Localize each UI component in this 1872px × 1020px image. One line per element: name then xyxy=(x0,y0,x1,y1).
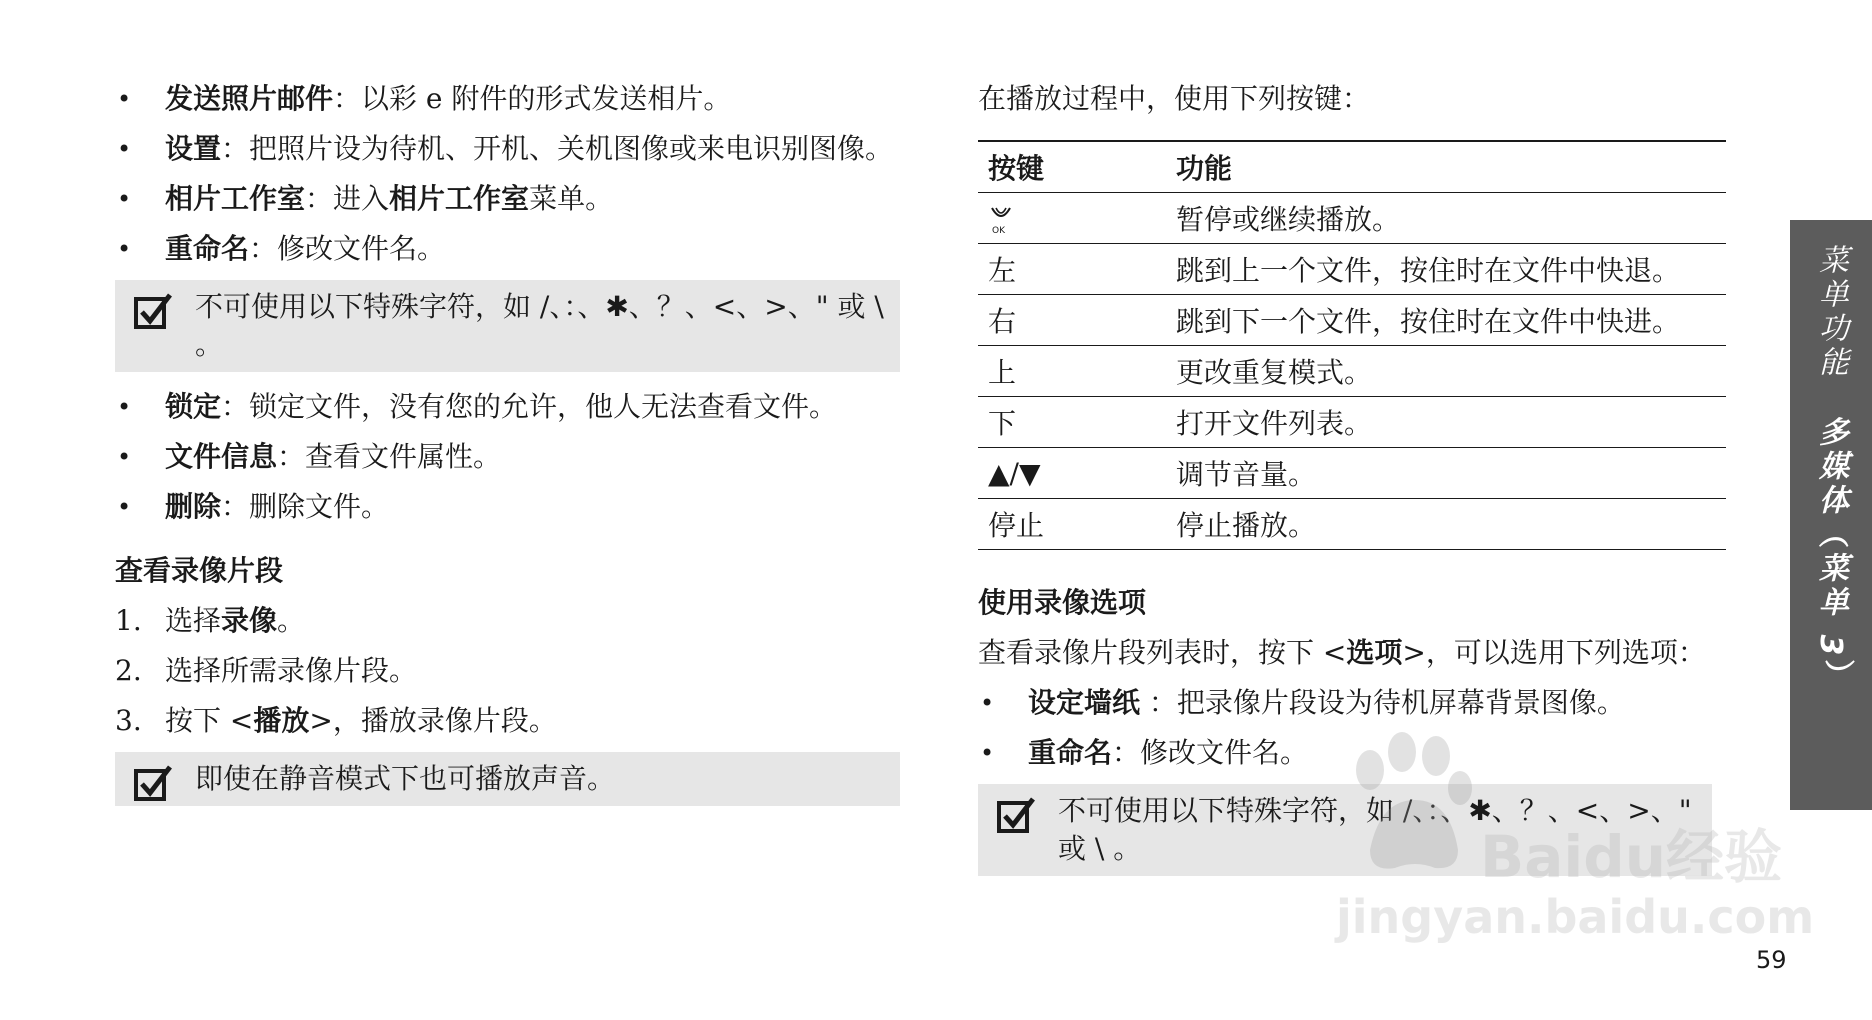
list-item xyxy=(115,130,900,168)
step-text-end: 。 xyxy=(277,604,306,637)
checkbox-note-icon xyxy=(996,796,1036,836)
table-cell-function: 暂停或继续播放。 xyxy=(1166,193,1726,244)
item-sep: ： xyxy=(1112,736,1141,769)
item-sep: ： xyxy=(221,390,250,423)
list-item xyxy=(115,388,900,426)
list-item xyxy=(115,652,900,690)
right-column xyxy=(978,80,1726,892)
side-tab-part1: 菜单功能 xyxy=(1813,244,1848,380)
bullet-icon: • xyxy=(980,739,995,767)
item-desc: 锁定文件，没有您的允许，他人无法查看文件。 xyxy=(249,390,838,423)
step-text-end: >，播放录像片段。 xyxy=(309,704,557,737)
item-term: 重命名 xyxy=(165,232,250,265)
item-sep: ： xyxy=(1140,686,1177,719)
table-cell-function: 跳到上一个文件，按住时在文件中快退。 xyxy=(1166,244,1726,295)
checkbox-note-icon xyxy=(133,292,173,332)
note-text: 不可使用以下特殊字符，如 /、：、✱、？、<、>、" 或 \ 。 xyxy=(1058,794,1692,865)
options-intro-end: >，可以选用下列选项： xyxy=(1402,636,1706,669)
table-cell-function: 打开文件列表。 xyxy=(1166,397,1726,448)
step-text: 按下 < xyxy=(165,704,254,737)
section-title: 查看录像片段 xyxy=(115,554,284,587)
note-text: 即使在静音模式下也可播放声音。 xyxy=(195,762,616,795)
table-cell-key: 下 xyxy=(978,397,1166,448)
bullet-icon: • xyxy=(117,443,132,471)
list-item xyxy=(115,702,900,740)
table-header-key: 按键 xyxy=(978,141,1166,193)
list-item xyxy=(115,80,900,118)
table-header-function: 功能 xyxy=(1166,141,1726,193)
side-tab-label xyxy=(1808,244,1852,693)
note-box xyxy=(115,280,900,372)
step-number: 2. xyxy=(115,654,142,687)
item-desc: 以彩 e 附件的形式发送相片。 xyxy=(361,82,732,115)
right-bullet-list xyxy=(978,684,1726,772)
item-term: 设置 xyxy=(165,132,222,165)
options-intro-text: 查看录像片段列表时，按下 < xyxy=(978,636,1347,669)
table-cell-function: 停止播放。 xyxy=(1166,499,1726,550)
table-row xyxy=(978,397,1726,448)
table-row xyxy=(978,295,1726,346)
left-bullet-list-b xyxy=(115,388,900,526)
note-box xyxy=(115,752,900,806)
list-item xyxy=(115,438,900,476)
item-sep: ： xyxy=(221,490,250,523)
intro-text: 在播放过程中，使用下列按键： xyxy=(978,82,1371,115)
watermark-url: jingyan.baidu.com xyxy=(1336,890,1815,944)
checkbox-note-icon xyxy=(133,764,173,804)
bullet-icon: • xyxy=(117,235,132,263)
table-row xyxy=(978,499,1726,550)
steps-list xyxy=(115,602,900,740)
table-row xyxy=(978,244,1726,295)
item-desc: 修改文件名。 xyxy=(277,232,446,265)
item-sep: ： xyxy=(305,182,334,215)
item-term: 重命名 xyxy=(1028,736,1113,769)
bullet-icon: • xyxy=(117,85,132,113)
table-row xyxy=(978,448,1726,499)
section-title: 使用录像选项 xyxy=(978,586,1147,619)
step-number: 3. xyxy=(115,704,142,737)
list-item xyxy=(115,230,900,268)
page-number: 59 xyxy=(1756,946,1787,974)
step-text: 选择 xyxy=(165,604,222,637)
list-item xyxy=(978,684,1726,722)
item-term: 相片工作室 xyxy=(165,182,306,215)
note-box xyxy=(978,784,1712,876)
step-bold: 录像 xyxy=(221,604,278,637)
item-sep: ： xyxy=(333,82,362,115)
table-cell-key xyxy=(978,193,1166,244)
ok-key-icon xyxy=(988,205,1014,235)
step-text: 选择所需录像片段。 xyxy=(165,654,418,687)
left-bullet-list-a xyxy=(115,80,900,268)
key-function-table xyxy=(978,140,1726,550)
item-desc-2: 菜单。 xyxy=(529,182,614,215)
side-tab-part2: 多媒体（菜单 3） xyxy=(1813,416,1848,694)
table-cell-key: 右 xyxy=(978,295,1166,346)
table-cell-key: 左 xyxy=(978,244,1166,295)
item-term: 删除 xyxy=(165,490,222,523)
table-cell-key: 上 xyxy=(978,346,1166,397)
item-term: 发送照片邮件 xyxy=(165,82,334,115)
item-sep: ： xyxy=(221,132,250,165)
table-cell-key: 停止 xyxy=(978,499,1166,550)
item-sep: ： xyxy=(249,232,278,265)
item-desc: 删除文件。 xyxy=(249,490,390,523)
step-bold: 播放 xyxy=(253,704,310,737)
bullet-icon: • xyxy=(117,493,132,521)
table-header-row xyxy=(978,141,1726,193)
svg-text:OK: OK xyxy=(992,225,1005,235)
left-column xyxy=(115,80,900,822)
item-term: 文件信息 xyxy=(165,440,278,473)
item-term: 锁定 xyxy=(165,390,222,423)
options-intro-bold: 选项 xyxy=(1346,636,1403,669)
item-sep: ： xyxy=(277,440,306,473)
item-desc: 把照片设为待机、开机、关机图像或来电识别图像。 xyxy=(249,132,894,165)
table-row xyxy=(978,346,1726,397)
table-row xyxy=(978,193,1726,244)
chapter-side-tab xyxy=(1790,220,1872,810)
item-desc: 查看文件属性。 xyxy=(305,440,502,473)
list-item xyxy=(978,734,1726,772)
list-item xyxy=(115,602,900,640)
item-term-2: 相片工作室 xyxy=(389,182,530,215)
table-cell-key: ▲/▼ xyxy=(978,448,1166,499)
table-cell-function: 跳到下一个文件，按住时在文件中快进。 xyxy=(1166,295,1726,346)
item-term: 设定墙纸 xyxy=(1028,686,1141,719)
bullet-icon: • xyxy=(117,135,132,163)
bullet-icon: • xyxy=(117,185,132,213)
list-item xyxy=(115,488,900,526)
bullet-icon: • xyxy=(980,689,995,717)
step-number: 1. xyxy=(115,604,142,637)
item-desc: 把录像片段设为待机屏幕背景图像。 xyxy=(1176,686,1625,719)
options-intro xyxy=(978,634,1726,672)
table-cell-function: 更改重复模式。 xyxy=(1166,346,1726,397)
table-cell-function: 调节音量。 xyxy=(1166,448,1726,499)
item-desc: 进入 xyxy=(333,182,390,215)
bullet-icon: • xyxy=(117,393,132,421)
item-desc: 修改文件名。 xyxy=(1140,736,1309,769)
list-item xyxy=(115,180,900,218)
note-text: 不可使用以下特殊字符，如 /、：、✱、？、<、>、" 或 \ 。 xyxy=(195,290,884,361)
watermark-logo: Baidu经验 xyxy=(1480,823,1783,891)
